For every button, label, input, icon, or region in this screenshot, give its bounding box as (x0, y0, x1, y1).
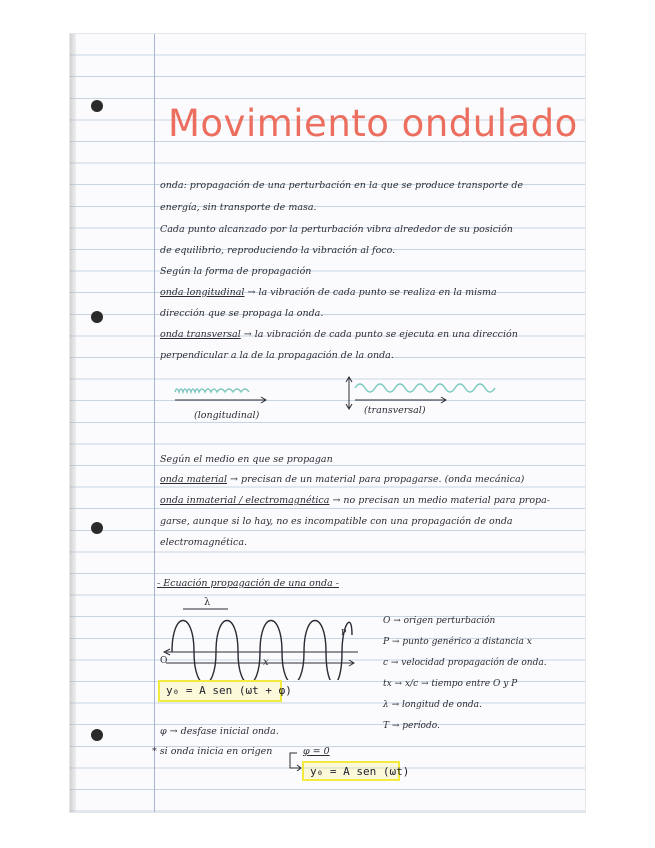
label-transversal: (transversal) (364, 405, 426, 416)
definition-line: dirección que se propaga la onda. (160, 308, 324, 319)
section-heading: - Ecuación propagación de una onda - (157, 578, 339, 589)
legend-item: c → velocidad propagación de onda. (383, 658, 547, 668)
term-longitudinal: onda longitudinal (160, 287, 245, 298)
intro-line: Cada punto alcanzado por la perturbación vibra alrededor de su posición (160, 224, 513, 235)
definition-line: electromagnética. (160, 537, 248, 548)
definition-line: garse, aunque si lo hay, no es incompatible con una propagación de onda (160, 516, 513, 527)
wave-diagram (158, 595, 368, 680)
phase-note: φ → desfase inicial onda. (160, 726, 279, 737)
phi-zero: φ = 0 (303, 746, 330, 757)
def-material: → precisan de un material para propagarse. (onda mecánica) (230, 474, 525, 485)
legend-item: O → origen perturbación (383, 616, 496, 626)
origin-label: O (160, 656, 168, 666)
definition-line (160, 474, 524, 485)
x-label: x (263, 657, 269, 668)
longitudinal-sketch (175, 389, 266, 403)
term-transversal: onda transversal (160, 329, 241, 340)
binder-hole (91, 100, 103, 112)
definition-line: perpendicular a la de la propagación de la onda. (160, 350, 394, 361)
definition-line (160, 329, 518, 340)
def-transversal: → la vibración de cada punto se ejecuta en una dirección (243, 329, 518, 340)
legend-item: tx → x/c → tiempo entre O y P (383, 679, 518, 689)
p-label: P (341, 628, 347, 637)
formula-highlight: y₀ = A sen (ωt + φ) (158, 680, 282, 702)
page-title: Movimiento ondulado (168, 102, 578, 145)
definition-line (160, 495, 550, 506)
section-heading: Según la forma de propagación (160, 266, 312, 277)
margin-line (154, 34, 155, 812)
definition-line (160, 287, 497, 298)
binder-hole (91, 311, 103, 323)
binder-hole (91, 729, 103, 741)
term-material: onda material (160, 474, 227, 485)
formula2-highlight: y₀ = A sen (ωt) (302, 761, 400, 781)
origin-note: * si onda inicia en origen (152, 746, 273, 757)
legend-item: P → punto genérico a distancia x (383, 637, 532, 647)
label-longitudinal: (longitudinal) (194, 410, 260, 421)
intro-line: energía, sin transporte de masa. (160, 202, 317, 213)
legend-item: λ → longitud de onda. (383, 700, 482, 710)
def-inmaterial: → no precisan un medio material para propa- (332, 495, 550, 506)
intro-line: de equilibrio, reproduciendo la vibración al foco. (160, 245, 396, 256)
term-inmaterial: onda inmaterial / electromagnética (160, 495, 330, 506)
bracket-arrow (287, 751, 303, 771)
section-heading: Según el medio en que se propagan (160, 454, 333, 465)
lambda-label: λ (204, 597, 211, 608)
legend-item: T → período. (383, 721, 440, 731)
intro-line: onda: propagación de una perturbación en la que se produce transporte de (160, 180, 524, 191)
page-shadow (70, 34, 76, 812)
def-longitudinal: → la vibración de cada punto se realiza en la misma (247, 287, 497, 298)
binder-hole (91, 522, 103, 534)
